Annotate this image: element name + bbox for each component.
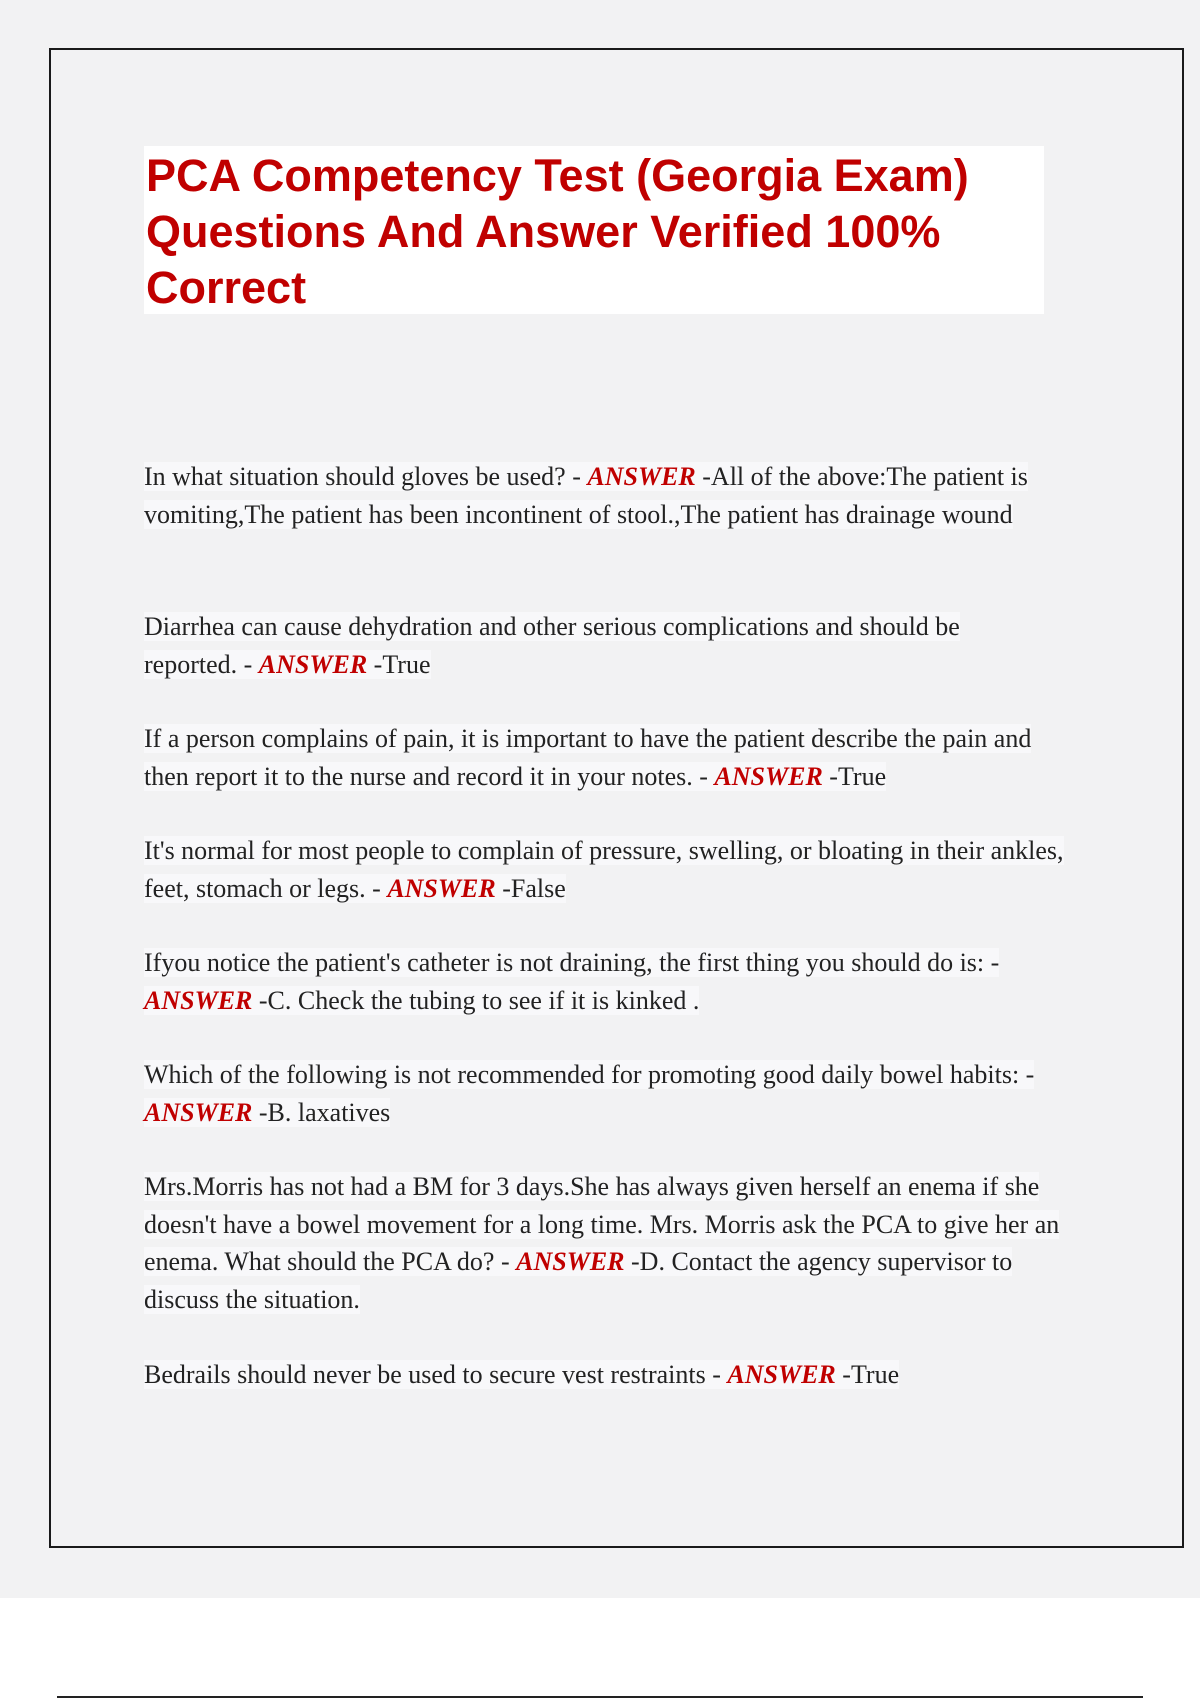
question-text: Bedrails should never be used to secure vest restraints -	[144, 1360, 728, 1389]
question-text: If a person complains of pain, it is important to have the patient describe the pain and then report it to the nurse and record it in your notes. -	[144, 724, 1032, 791]
answer-label: ANSWER	[727, 1360, 836, 1389]
qa-item	[144, 458, 1099, 533]
question-text: Ifyou notice the patient's catheter is not draining, the first thing you should do is: -	[144, 948, 1000, 977]
qa-item	[144, 832, 1079, 907]
question-text: Mrs.Morris has not had a BM for 3 days.She has always given herself an enema if she doesn't have a bowel movement for a long time. Mrs. Morris ask the PCA to give her an enema. What should the PCA do? -	[144, 1172, 1060, 1276]
answer-text: -C. Check the tubing to see if it is kinked .	[252, 985, 700, 1015]
question-text: In what situation should gloves be used? -	[144, 462, 588, 491]
answer-label: ANSWER	[714, 761, 823, 791]
qa-item	[144, 608, 1049, 683]
question-text: Diarrhea can cause dehydration and other serious complications and should be reported. -	[144, 612, 960, 679]
answer-label: ANSWER	[144, 985, 253, 1015]
answer-text: -B. laxatives	[252, 1097, 391, 1127]
answer-label: ANSWER	[387, 873, 496, 903]
answer-label: ANSWER	[587, 462, 696, 491]
answer-text: -True	[835, 1360, 900, 1389]
qa-item	[144, 1356, 1089, 1394]
answer-label: ANSWER	[144, 1097, 253, 1127]
qa-item	[144, 1168, 1089, 1318]
answer-text: -D. Contact the agency supervisor to discuss the situation.	[144, 1247, 1013, 1314]
answer-text: -True	[822, 761, 887, 791]
document-title: PCA Competency Test (Georgia Exam) Questions And Answer Verified 100% Correct	[146, 150, 969, 313]
answer-text: -False	[495, 873, 566, 903]
qa-item	[144, 720, 1079, 795]
answer-label: ANSWER	[258, 649, 368, 679]
footer-divider	[57, 1696, 1143, 1698]
question-text: Which of the following is not recommended for promoting good daily bowel habits: -	[144, 1060, 1035, 1089]
qa-item	[144, 944, 1089, 1019]
answer-text: -All of the above:The patient is vomiting,The patient has been incontinent of stool.,The patient has drainage wound	[144, 462, 1028, 529]
title-box	[144, 146, 1044, 314]
qa-item	[144, 1056, 1044, 1131]
answer-label: ANSWER	[516, 1247, 625, 1276]
question-text: It's normal for most people to complain of pressure, swelling, or bloating in their ankles, feet, stomach or legs. -	[144, 836, 1064, 903]
answer-text: -True	[367, 649, 431, 679]
